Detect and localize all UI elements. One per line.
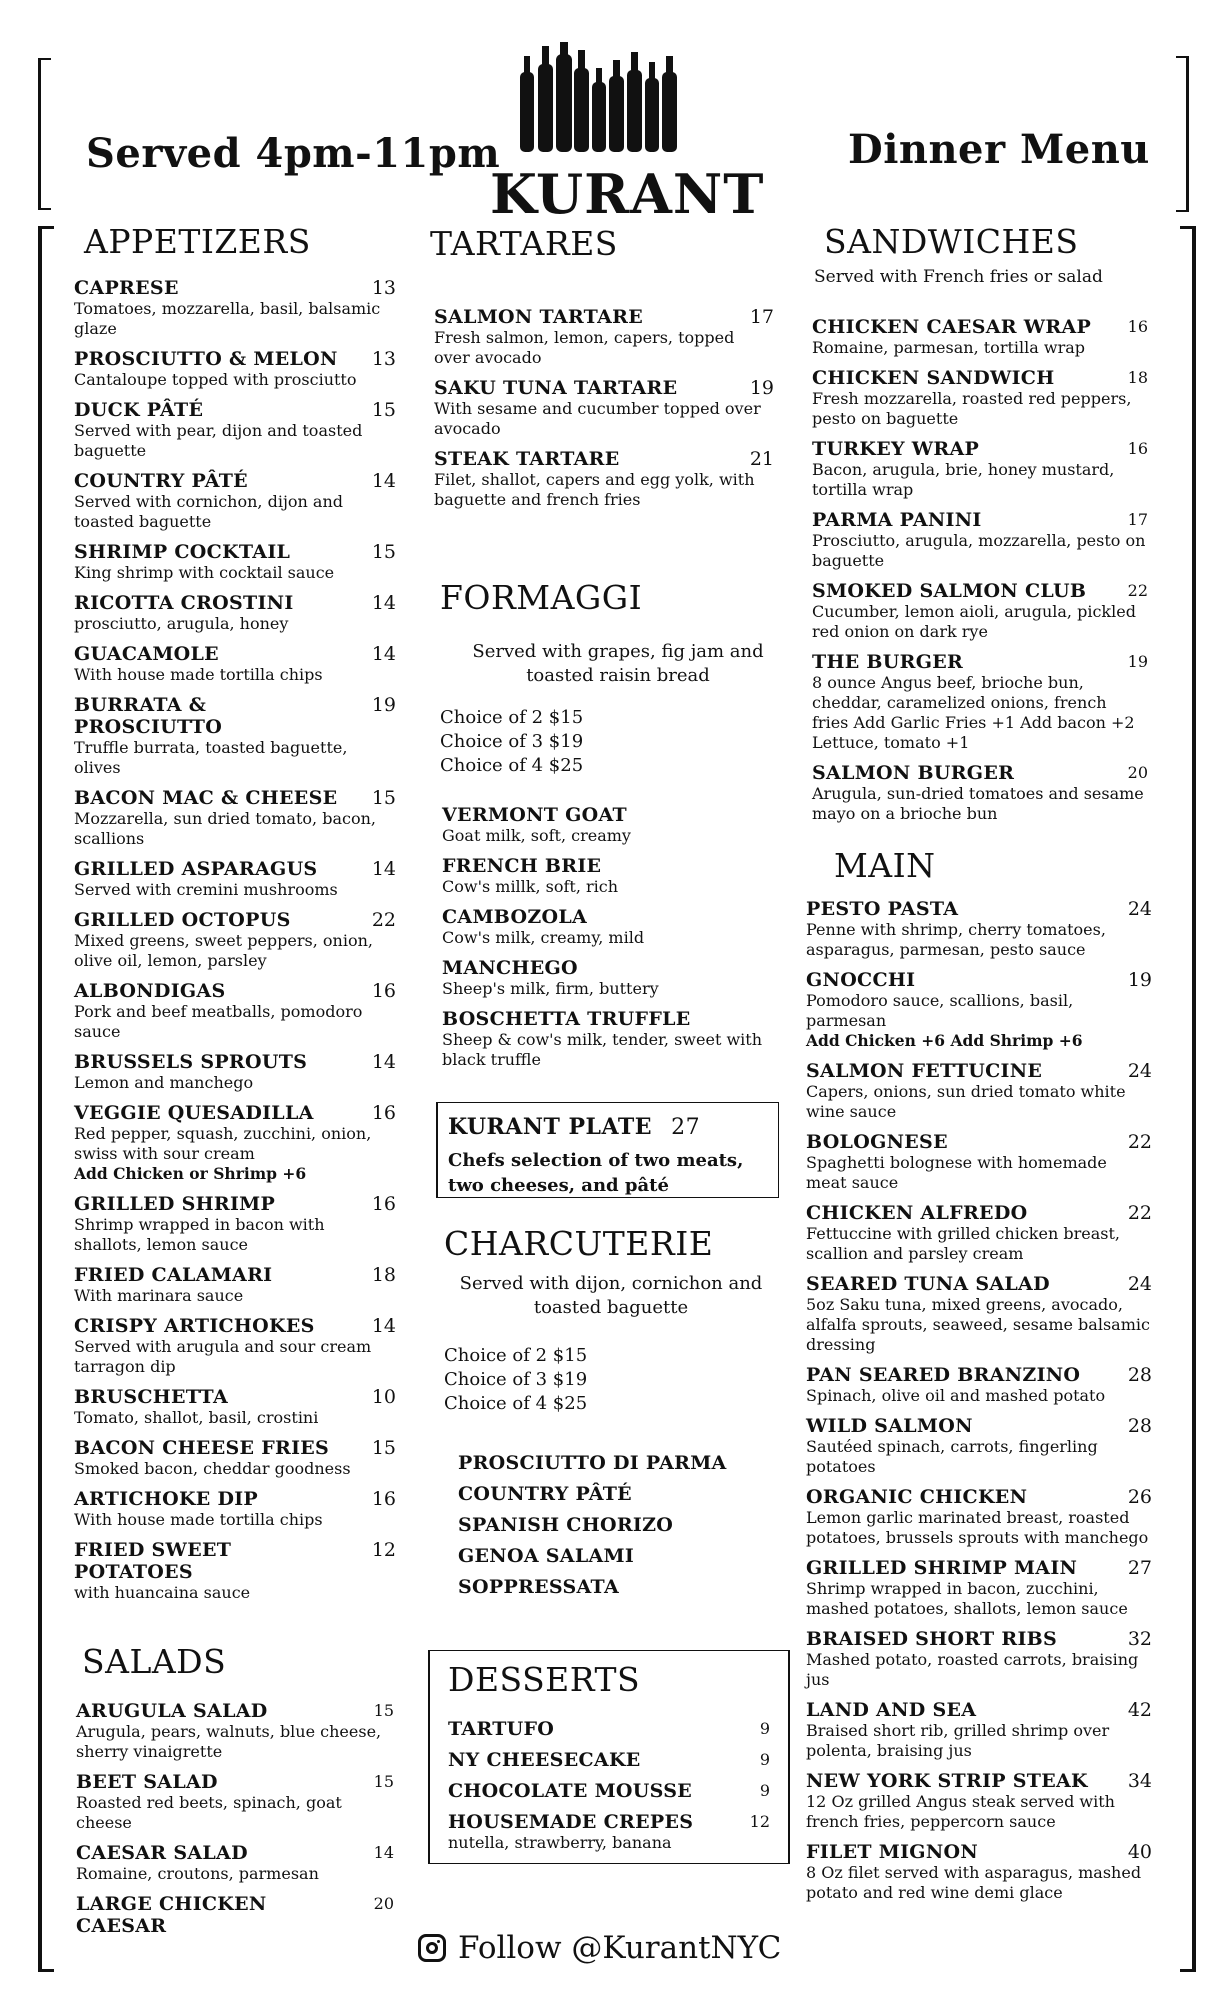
item-price: 32 — [1127, 1628, 1152, 1650]
item-description: Bacon, arugula, brie, honey mustard, tortilla wrap — [812, 460, 1115, 499]
item-description: Tomato, shallot, basil, crostini — [74, 1408, 319, 1427]
item-description: Shrimp wrapped in bacon with shallots, lemon sauce — [74, 1215, 325, 1254]
item-price: 10 — [371, 1386, 396, 1408]
item-price: 24 — [1127, 1060, 1152, 1082]
menu-item — [806, 1060, 1152, 1122]
item-description: Cow's millk, soft, rich — [442, 877, 619, 896]
menu-item — [434, 448, 774, 510]
menu-item — [74, 694, 396, 778]
menu-item — [434, 377, 774, 439]
menu-item — [448, 1718, 770, 1740]
item-name: CHOCOLATE MOUSSE — [448, 1780, 693, 1802]
menu-item — [806, 1364, 1152, 1406]
item-addon: Add Chicken or Shrimp +6 — [74, 1164, 307, 1183]
item-price: 19 — [371, 694, 396, 716]
item-description: Fettuccine with grilled chicken breast, scallion and parsley cream — [806, 1224, 1120, 1263]
item-name: GUACAMOLE — [74, 643, 219, 665]
item-price: 14 — [371, 592, 396, 614]
tartares-list — [434, 306, 774, 519]
item-description: Mixed greens, sweet peppers, onion, olive oil, lemon, parsley — [74, 931, 373, 970]
item-description: 8 Oz filet served with asparagus, mashed potato and red wine demi glace — [806, 1863, 1142, 1902]
charcuterie-item: GENOA SALAMI — [458, 1545, 635, 1567]
menu-item — [74, 787, 396, 849]
menu-item — [76, 1700, 394, 1762]
desserts-title: DESSERTS — [448, 1660, 641, 1699]
item-addon: Add Chicken +6 Add Shrimp +6 — [806, 1031, 1083, 1050]
item-name: GNOCCHI — [806, 969, 916, 991]
item-name: PAN SEARED BRANZINO — [806, 1364, 1081, 1386]
item-description: Shrimp wrapped in bacon, zucchini, mashed potatoes, shallots, lemon sauce — [806, 1579, 1128, 1618]
item-name: HOUSEMADE CREPES — [448, 1811, 694, 1833]
brand-logo-text: KURANT — [490, 162, 765, 226]
menu-item — [812, 651, 1148, 753]
right-column-bracket — [1180, 226, 1196, 1972]
item-name: DUCK PÂTÉ — [74, 399, 204, 421]
menu-item — [74, 541, 396, 583]
kurant-plate-desc: Chefs selection of two meats, two cheeses, and pâté — [448, 1150, 744, 1196]
item-price: 14 — [371, 858, 396, 880]
item-description: 5oz Saku tuna, mixed greens, avocado, alfalfa sprouts, seaweed, sesame balsamic dressing — [806, 1295, 1150, 1354]
menu-item — [74, 399, 396, 461]
item-name: CRISPY ARTICHOKES — [74, 1315, 315, 1337]
item-price: 34 — [1127, 1770, 1152, 1792]
menu-item — [74, 1051, 396, 1093]
item-name: BRUSSELS SPROUTS — [74, 1051, 308, 1073]
item-description: Served with arugula and sour cream tarragon dip — [74, 1337, 372, 1376]
sandwiches-list — [812, 316, 1148, 833]
item-description: Served with pear, dijon and toasted baguette — [74, 421, 363, 460]
item-price: 24 — [1127, 898, 1152, 920]
choice-option: Choice of 3 $19 — [444, 1369, 588, 1390]
item-name: GRILLED OCTOPUS — [74, 909, 291, 931]
item-description: Red pepper, squash, zucchini, onion, swiss with sour cream — [74, 1124, 372, 1163]
main-list — [806, 898, 1152, 1912]
item-description: Penne with shrimp, cherry tomatoes, asparagus, parmesan, pesto sauce — [806, 920, 1106, 959]
item-description: Served with cornichon, dijon and toasted baguette — [74, 492, 344, 531]
item-description: Spaghetti bolognese with homemade meat sauce — [806, 1153, 1107, 1192]
formaggi-title: FORMAGGI — [440, 578, 643, 617]
menu-item — [812, 762, 1148, 824]
item-name: PROSCIUTTO & MELON — [74, 348, 338, 370]
served-hours: Served 4pm-11pm — [86, 130, 501, 177]
choice-option: Choice of 4 $25 — [444, 1393, 588, 1414]
choice-option: Choice of 3 $19 — [440, 731, 584, 752]
item-name: BACON CHEESE FRIES — [74, 1437, 330, 1459]
item-description: Pomodoro sauce, scallions, basil, parmesan — [806, 991, 1074, 1030]
item-name: SMOKED SALMON CLUB — [812, 580, 1087, 602]
charcuterie-note: Served with dijon, cornichon and toasted baguette — [459, 1273, 763, 1318]
item-price: 20 — [1127, 763, 1148, 782]
item-name: SALMON BURGER — [812, 762, 1015, 784]
menu-item — [812, 580, 1148, 642]
item-price: 14 — [371, 1051, 396, 1073]
instagram-icon — [418, 1934, 446, 1962]
menu-item — [448, 1780, 770, 1802]
item-price: 27 — [1127, 1557, 1152, 1579]
menu-item — [74, 348, 396, 390]
charcuterie-list — [458, 1448, 727, 1603]
kurant-plate — [448, 1114, 778, 1198]
item-price: 42 — [1127, 1699, 1152, 1721]
item-price: 15 — [371, 1437, 396, 1459]
item-description: Fresh mozzarella, roasted red peppers, pesto on baguette — [812, 389, 1132, 428]
item-name: SEARED TUNA SALAD — [806, 1273, 1050, 1295]
item-name: GRILLED SHRIMP — [74, 1193, 276, 1215]
item-name: GRILLED ASPARAGUS — [74, 858, 318, 880]
item-name: THE BURGER — [812, 651, 964, 673]
item-description: nutella, strawberry, banana — [448, 1833, 672, 1852]
left-column-bracket — [38, 226, 54, 1972]
item-description: With house made tortilla chips — [74, 665, 323, 684]
item-name: ARTICHOKE DIP — [74, 1488, 259, 1510]
formaggi-note: Served with grapes, fig jam and toasted raisin bread — [472, 641, 764, 686]
menu-item — [76, 1893, 394, 1937]
item-price: 18 — [371, 1264, 396, 1286]
item-name: COUNTRY PÂTÉ — [74, 470, 248, 492]
item-price: 9 — [759, 1750, 770, 1769]
item-description: King shrimp with cocktail sauce — [74, 563, 335, 582]
item-price: 16 — [1127, 317, 1148, 336]
item-price: 14 — [373, 1843, 394, 1862]
item-price: 16 — [371, 1193, 396, 1215]
item-name: VEGGIE QUESADILLA — [74, 1102, 314, 1124]
item-price: 24 — [1127, 1273, 1152, 1295]
menu-item — [806, 1841, 1152, 1903]
item-description: Served with cremini mushrooms — [74, 880, 338, 899]
item-name: ALBONDIGAS — [74, 980, 226, 1002]
item-description: Mashed potato, roasted carrots, braising jus — [806, 1650, 1139, 1689]
item-name: NEW YORK STRIP STEAK — [806, 1770, 1088, 1792]
item-description: Smoked bacon, cheddar goodness — [74, 1459, 351, 1478]
menu-item — [806, 1273, 1152, 1355]
item-price: 16 — [1127, 439, 1148, 458]
item-description: prosciutto, arugula, honey — [74, 614, 289, 633]
menu-item — [812, 367, 1148, 429]
menu-item — [448, 1811, 770, 1853]
charcuterie-title: CHARCUTERIE — [444, 1224, 714, 1263]
menu-item — [434, 306, 774, 368]
menu-item — [74, 1386, 396, 1428]
charcuterie-item: COUNTRY PÂTÉ — [458, 1483, 632, 1505]
item-description: Cucumber, lemon aioli, arugula, pickled red onion on dark rye — [812, 602, 1136, 641]
item-price: 12 — [371, 1539, 396, 1561]
item-name: CAMBOZOLA — [442, 906, 588, 928]
item-description: Roasted red beets, spinach, goat cheese — [76, 1793, 342, 1832]
item-name: WILD SALMON — [806, 1415, 973, 1437]
instagram-follow[interactable] — [418, 1930, 781, 1966]
item-description: Romaine, parmesan, tortilla wrap — [812, 338, 1085, 357]
item-description: Filet, shallot, capers and egg yolk, with baguette and french fries — [434, 470, 755, 509]
item-name: STEAK TARTARE — [434, 448, 620, 470]
menu-item — [74, 909, 396, 971]
menu-item — [76, 1771, 394, 1833]
item-description: Lemon garlic marinated breast, roasted potatoes, brussels sprouts with manchego — [806, 1508, 1149, 1547]
menu-item — [806, 969, 1152, 1051]
menu-item — [806, 1131, 1152, 1193]
menu-item — [806, 1770, 1152, 1832]
item-price: 28 — [1127, 1415, 1152, 1437]
menu-item — [442, 804, 778, 846]
item-name: GRILLED SHRIMP MAIN — [806, 1557, 1078, 1579]
item-price: 21 — [749, 448, 774, 470]
formaggi-list — [442, 804, 778, 1079]
item-description: Mozzarella, sun dried tomato, bacon, scallions — [74, 809, 376, 848]
desserts-list — [448, 1718, 770, 1862]
menu-item — [448, 1749, 770, 1771]
item-price: 17 — [1127, 510, 1148, 529]
kurant-plate-title: KURANT PLATE — [448, 1114, 653, 1140]
item-description: Braised short rib, grilled shrimp over polenta, braising jus — [806, 1721, 1110, 1760]
menu-item — [76, 1842, 394, 1884]
item-name: SALMON TARTARE — [434, 306, 643, 328]
menu-item — [74, 1102, 396, 1184]
item-description: Pork and beef meatballs, pomodoro sauce — [74, 1002, 363, 1041]
item-name: SAKU TUNA TARTARE — [434, 377, 678, 399]
item-name: FRENCH BRIE — [442, 855, 602, 877]
item-name: PARMA PANINI — [812, 509, 982, 531]
menu-item — [806, 1557, 1152, 1619]
menu-item — [812, 316, 1148, 358]
kurant-plate-price: 27 — [671, 1115, 701, 1140]
header-right-bracket — [1176, 56, 1189, 212]
item-description: Fresh salmon, lemon, capers, topped over avocado — [434, 328, 735, 367]
item-price: 9 — [759, 1719, 770, 1738]
item-name: CHICKEN ALFREDO — [806, 1202, 1028, 1224]
item-name: PESTO PASTA — [806, 898, 959, 920]
item-price: 16 — [371, 1488, 396, 1510]
item-name: BACON MAC & CHEESE — [74, 787, 338, 809]
item-name: BRAISED SHORT RIBS — [806, 1628, 1058, 1650]
menu-item — [74, 592, 396, 634]
item-description: With house made tortilla chips — [74, 1510, 323, 1529]
item-description: With sesame and cucumber topped over avocado — [434, 399, 761, 438]
item-price: 22 — [371, 909, 396, 931]
menu-item — [74, 858, 396, 900]
item-price: 15 — [371, 541, 396, 563]
item-description: Romaine, croutons, parmesan — [76, 1864, 319, 1883]
item-name: FRIED CALAMARI — [74, 1264, 273, 1286]
item-price: 19 — [1127, 652, 1148, 671]
item-description: Lemon and manchego — [74, 1073, 254, 1092]
item-price: 26 — [1127, 1486, 1152, 1508]
menu-item — [812, 438, 1148, 500]
item-description: Sheep's milk, firm, buttery — [442, 979, 659, 998]
item-price: 22 — [1127, 581, 1148, 600]
item-description: Sautéed spinach, carrots, fingerling potatoes — [806, 1437, 1098, 1476]
item-price: 28 — [1127, 1364, 1152, 1386]
item-description: Capers, onions, sun dried tomato white wine sauce — [806, 1082, 1126, 1121]
menu-item — [442, 957, 778, 999]
menu-item — [806, 1486, 1152, 1548]
sandwiches-title: SANDWICHES — [824, 222, 1079, 261]
item-price: 9 — [759, 1781, 770, 1800]
item-description: with huancaina sauce — [74, 1583, 251, 1602]
item-price: 14 — [371, 1315, 396, 1337]
menu-item — [74, 1264, 396, 1306]
item-name: ORGANIC CHICKEN — [806, 1486, 1028, 1508]
header-left-bracket — [38, 58, 51, 210]
item-price: 13 — [371, 348, 396, 370]
item-price: 13 — [371, 277, 396, 299]
menu-item — [74, 643, 396, 685]
salads-title: SALADS — [82, 1642, 227, 1681]
item-name: CAPRESE — [74, 277, 179, 299]
charcuterie-choices — [444, 1344, 587, 1416]
item-name: RICOTTA CROSTINI — [74, 592, 294, 614]
item-price: 16 — [371, 1102, 396, 1124]
menu-item — [74, 1488, 396, 1530]
item-price: 15 — [371, 787, 396, 809]
appetizers-list — [74, 277, 396, 1612]
salads-list — [76, 1700, 394, 1946]
item-price: 19 — [1127, 969, 1152, 991]
charcuterie-item: PROSCIUTTO DI PARMA — [458, 1452, 727, 1474]
choice-option: Choice of 2 $15 — [440, 707, 584, 728]
item-description: 8 ounce Angus beef, brioche bun, cheddar, caramelized onions, french fries Add Garlic Fries +1 Add bacon +2 Lettuce, tomato +1 — [812, 673, 1135, 752]
tartares-title: TARTARES — [430, 224, 618, 263]
item-description: Cantaloupe topped with prosciutto — [74, 370, 357, 389]
menu-item — [812, 509, 1148, 571]
item-name: CHICKEN SANDWICH — [812, 367, 1055, 389]
item-name: BEET SALAD — [76, 1771, 218, 1793]
item-name: BURRATA & PROSCIUTTO — [74, 694, 223, 738]
menu-item — [806, 898, 1152, 960]
item-description: Sheep & cow's milk, tender, sweet with black truffle — [442, 1030, 762, 1069]
item-price: 17 — [749, 306, 774, 328]
item-description: Truffle burrata, toasted baguette, olives — [74, 738, 348, 777]
charcuterie-item: SPANISH CHORIZO — [458, 1514, 674, 1536]
item-name: BOLOGNESE — [806, 1131, 948, 1153]
choice-option: Choice of 2 $15 — [444, 1345, 588, 1366]
item-description: Spinach, olive oil and mashed potato — [806, 1386, 1106, 1405]
item-name: TARTUFO — [448, 1718, 555, 1740]
item-name: NY CHEESECAKE — [448, 1749, 641, 1771]
menu-item — [74, 277, 396, 339]
item-description: Goat milk, soft, creamy — [442, 826, 631, 845]
item-price: 19 — [749, 377, 774, 399]
item-description: Cow's milk, creamy, mild — [442, 928, 645, 947]
item-price: 18 — [1127, 368, 1148, 387]
item-price: 16 — [371, 980, 396, 1002]
choice-option: Choice of 4 $25 — [440, 755, 584, 776]
item-name: CHICKEN CAESAR WRAP — [812, 316, 1092, 338]
item-name: SHRIMP COCKTAIL — [74, 541, 291, 563]
sandwiches-note: Served with French fries or salad — [814, 267, 1103, 287]
item-price: 22 — [1127, 1131, 1152, 1153]
item-description: Tomatoes, mozzarella, basil, balsamic glaze — [74, 299, 381, 338]
item-description: Prosciutto, arugula, mozzarella, pesto on baguette — [812, 531, 1146, 570]
main-title: MAIN — [834, 846, 936, 885]
item-description: 12 Oz grilled Angus steak served with french fries, peppercorn sauce — [806, 1792, 1115, 1831]
menu-item — [74, 1315, 396, 1377]
item-name: BOSCHETTA TRUFFLE — [442, 1008, 691, 1030]
menu-item — [74, 470, 396, 532]
item-name: LARGE CHICKEN CAESAR — [76, 1893, 267, 1937]
menu-item — [806, 1202, 1152, 1264]
item-description: Arugula, sun-dried tomatoes and sesame mayo on a brioche bun — [812, 784, 1144, 823]
item-name: ARUGULA SALAD — [76, 1700, 268, 1722]
item-name: VERMONT GOAT — [442, 804, 627, 826]
charcuterie-item: SOPPRESSATA — [458, 1576, 619, 1598]
item-price: 22 — [1127, 1202, 1152, 1224]
follow-text: Follow @KurantNYC — [458, 1930, 782, 1966]
item-name: TURKEY WRAP — [812, 438, 980, 460]
item-price: 15 — [371, 399, 396, 421]
item-name: SALMON FETTUCINE — [806, 1060, 1043, 1082]
item-price: 14 — [371, 470, 396, 492]
menu-item — [442, 906, 778, 948]
menu-item — [442, 1008, 778, 1070]
item-price: 20 — [373, 1894, 394, 1913]
item-price: 15 — [373, 1701, 394, 1720]
item-name: LAND AND SEA — [806, 1699, 977, 1721]
menu-item — [442, 855, 778, 897]
wine-bottles-logo — [516, 42, 716, 152]
formaggi-choices — [440, 706, 583, 778]
item-name: FRIED SWEET POTATOES — [74, 1539, 232, 1583]
item-name: FILET MIGNON — [806, 1841, 979, 1863]
menu-item — [806, 1699, 1152, 1761]
item-description: Arugula, pears, walnuts, blue cheese, sherry vinaigrette — [76, 1722, 382, 1761]
menu-item — [74, 1193, 396, 1255]
menu-item — [806, 1628, 1152, 1690]
item-name: MANCHEGO — [442, 957, 578, 979]
item-name: BRUSCHETTA — [74, 1386, 228, 1408]
item-price: 40 — [1127, 1841, 1152, 1863]
menu-item — [74, 980, 396, 1042]
item-price: 12 — [749, 1812, 770, 1831]
item-name: CAESAR SALAD — [76, 1842, 248, 1864]
item-price: 14 — [371, 643, 396, 665]
item-price: 15 — [373, 1772, 394, 1791]
menu-title: Dinner Menu — [848, 126, 1150, 173]
appetizers-title: APPETIZERS — [84, 222, 311, 261]
item-description: With marinara sauce — [74, 1286, 244, 1305]
menu-item — [74, 1539, 396, 1603]
menu-item — [806, 1415, 1152, 1477]
menu-item — [74, 1437, 396, 1479]
